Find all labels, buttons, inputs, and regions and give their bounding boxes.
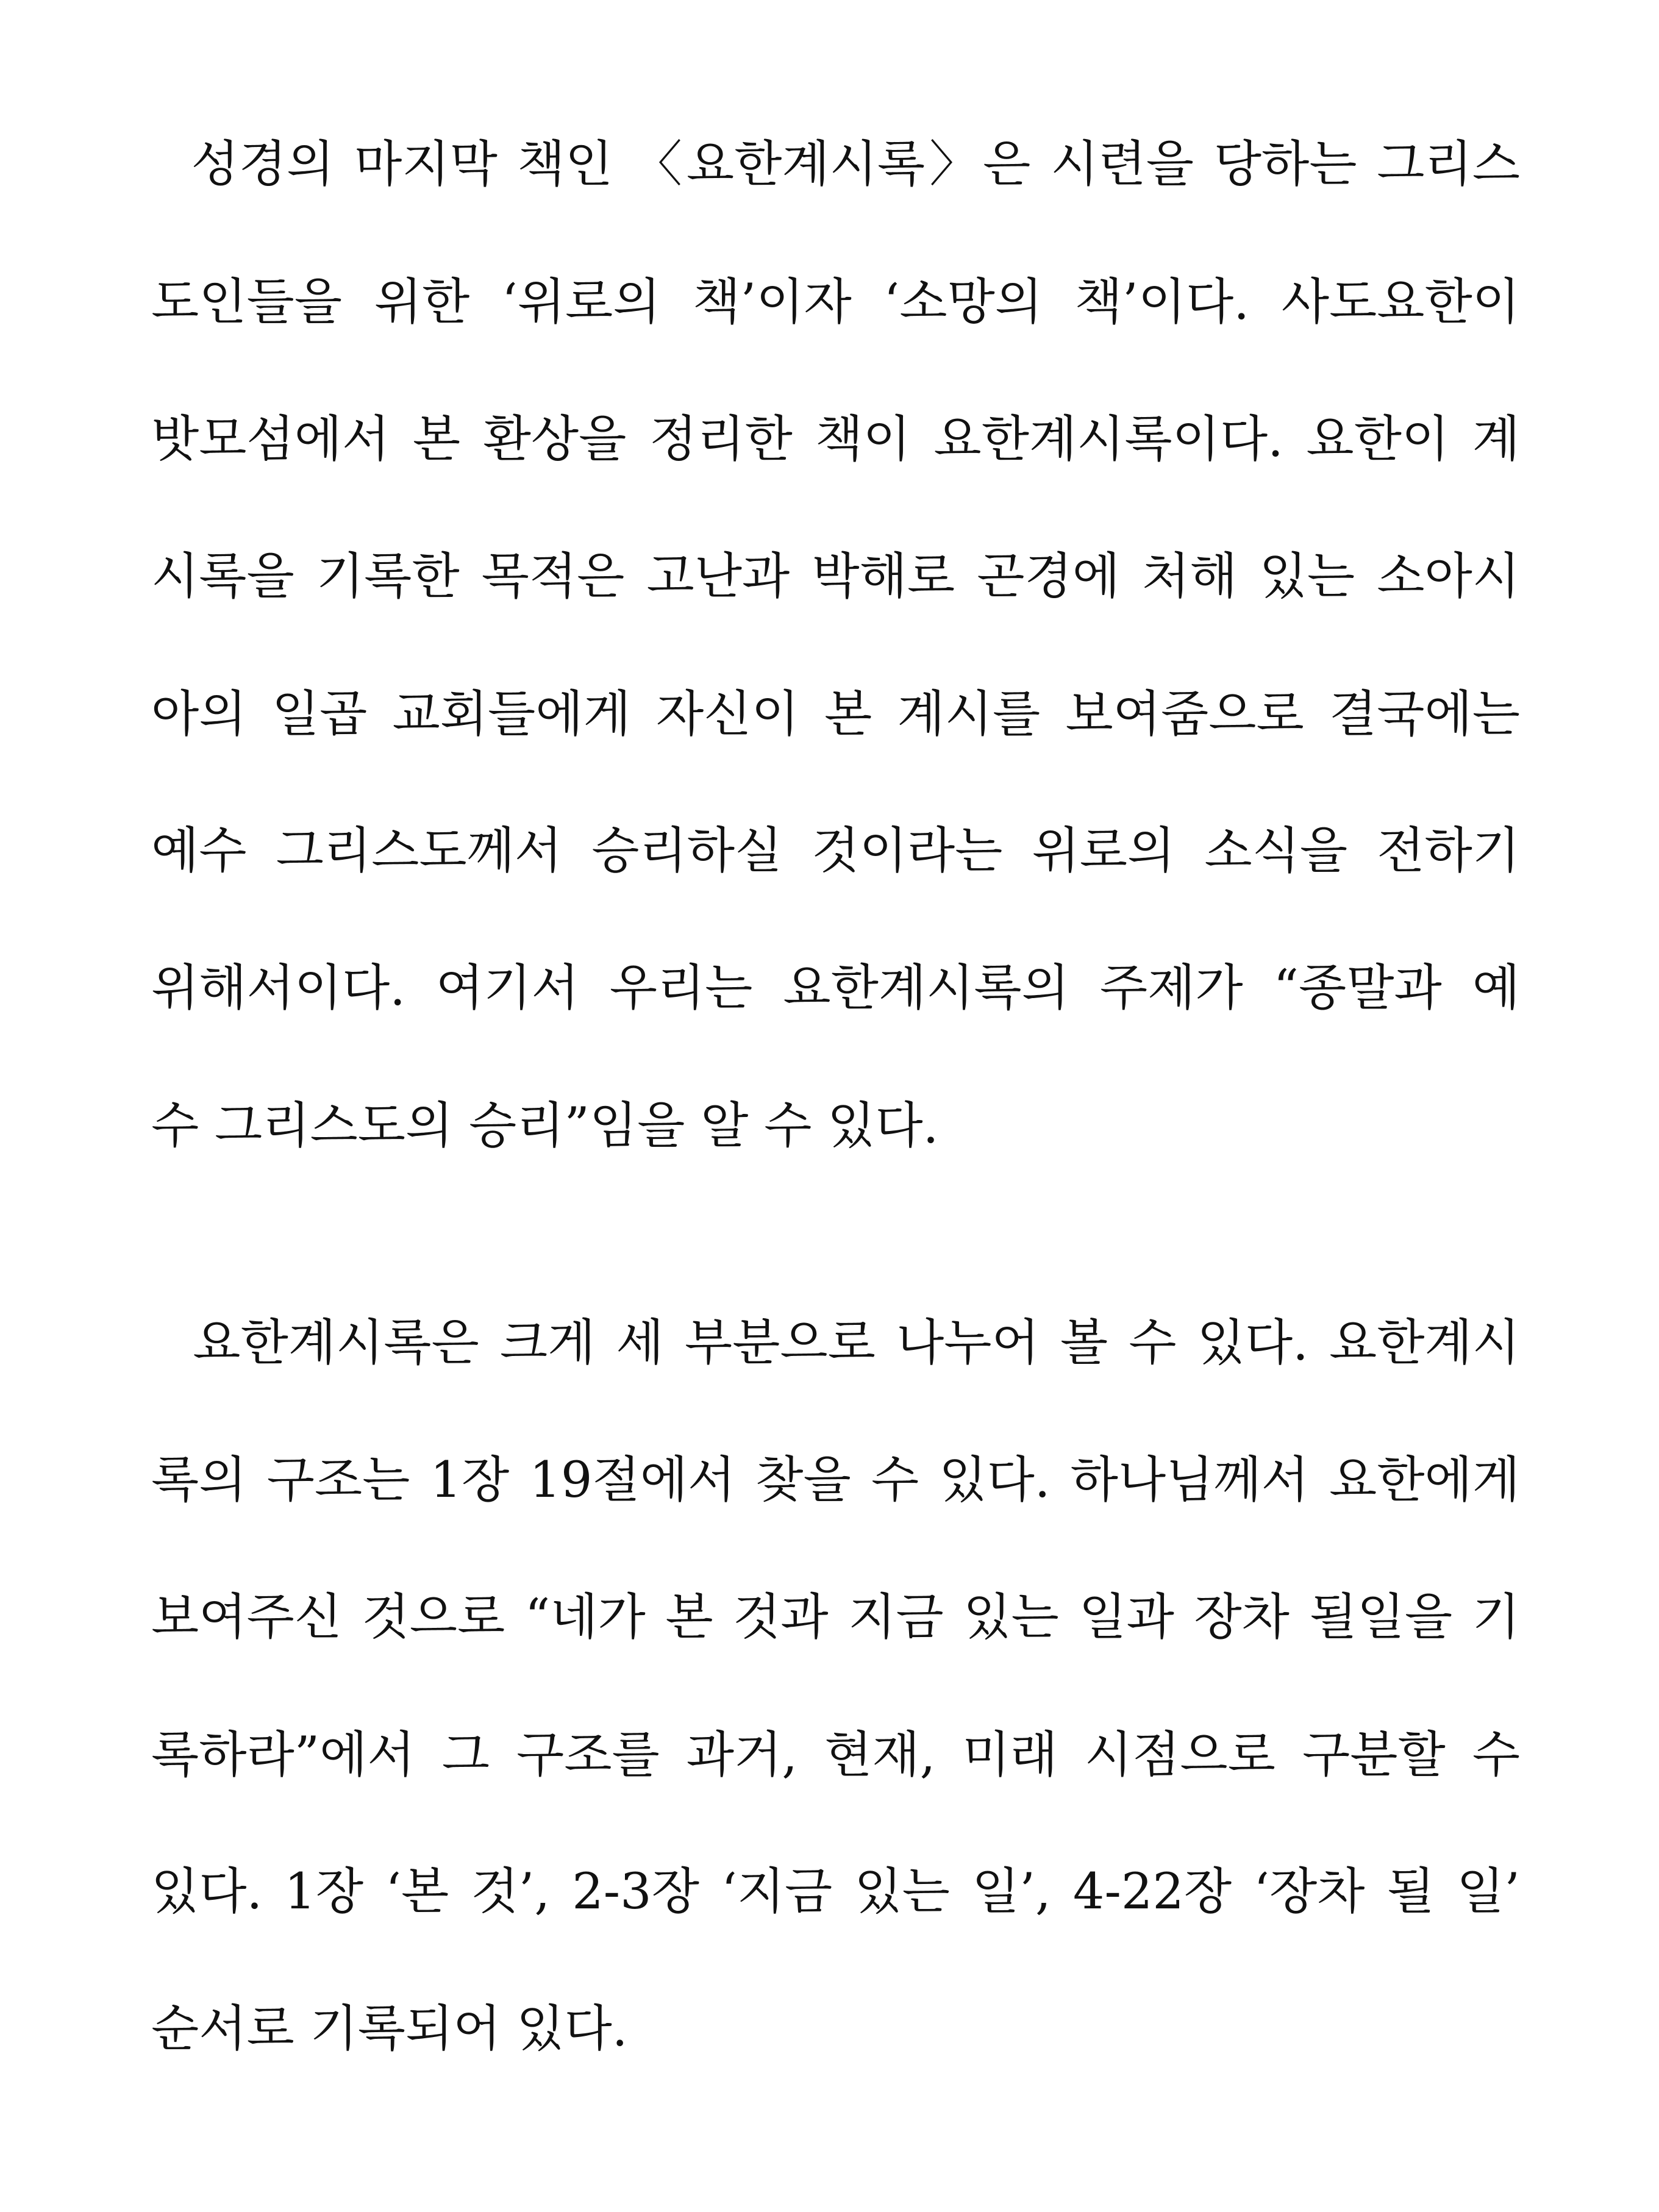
paragraph-line: 있다. 1장 ‘본 것’, 2-3장 ‘지금 있는 일’, 4-22장 ‘장차 될 일’ [151,1863,1520,1921]
paragraph-line: 순서로 기록되어 있다. [151,2000,628,2058]
paragraph-line: 요한계시록은 크게 세 부분으로 나누어 볼 수 있다. 요한계시 [151,1315,1520,1372]
paragraph-line: 수 그리스도의 승리”임을 알 수 있다. [151,1097,939,1155]
paragraph-line: 보여주신 것으로 “네가 본 것과 지금 있는 일과 장차 될일을 기 [151,1589,1520,1646]
paragraph-line: 예수 그리스도께서 승리하실 것이라는 위로의 소식을 전하기 [151,822,1520,880]
paragraph-line: 아의 일곱 교회들에게 자신이 본 계시를 보여줌으로 결국에는 [151,686,1520,743]
paragraph-line: 밧모섬에서 본 환상을 정리한 책이 요한계시록이다. 요한이 계 [151,411,1520,468]
paragraph-line: 록하라”에서 그 구조를 과거, 현재, 미래 시점으로 구분할 수 [151,1727,1520,1784]
paragraph-line: 도인들을 위한 ‘위로의 책’이자 ‘소망의 책’이다. 사도요한이 [151,274,1520,331]
paragraph-line: 성경의 마지막 책인 〈요한계시록〉은 시련을 당하는 그리스 [151,136,1520,193]
paragraph-line: 위해서이다. 여기서 우리는 요한계시록의 주제가 “종말과 예 [151,960,1520,1017]
paragraph-line: 시록을 기록한 목적은 고난과 박해로 곤경에 처해 있는 소아시 [151,548,1520,605]
paragraph-line: 록의 구조는 1장 19절에서 찾을 수 있다. 하나님께서 요한에게 [151,1452,1520,1509]
